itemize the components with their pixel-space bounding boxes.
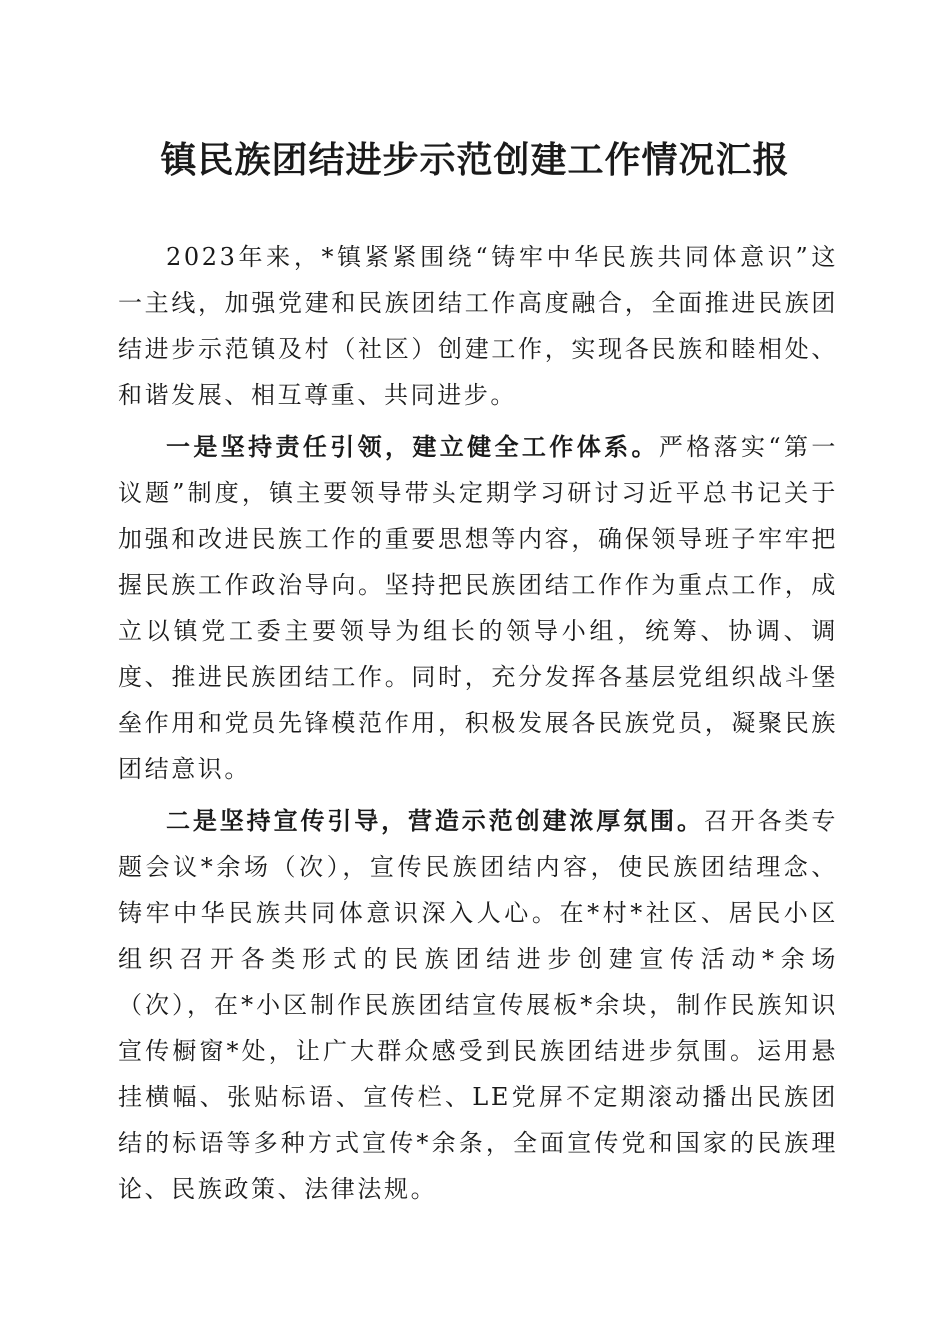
paragraph-heading: 二是坚持宣传引导，营造示范创建浓厚氛围。 [166,806,704,835]
paragraph-intro [118,234,838,418]
paragraph-text: 2023年来，*镇紧紧围绕“铸牢中华民族共同体意识”这一主线，加强党建和民族团结工作高度融合，全面推进民族团结进步示范镇及村（社区）创建工作，实现各民族和睦相处、和谐发展、相互尊重、共同进步。 [118,243,838,409]
paragraph-publicity [118,798,838,1212]
document-title: 镇民族团结进步示范创建工作情况汇报 [160,139,790,181]
paragraph-text: 召开各类专题会议*余场（次），宣传民族团结内容，使民族团结理念、铸牢中华民族共同体意识深入人心。在*村*社区、居民小区组织召开各类形式的民族团结进步创建宣传活动*余场（次），在*小区制作民族团结宣传展板*余块，制作民族知识宣传橱窗*处，让广大群众感受到民族团结进步氛围。运用悬挂横幅、张贴标语、宣传栏、LE党屏不定期滚动播出民族团结的标语等多种方式宣传*余条，全面宣传党和国家的民族理论、民族政策、法律法规。 [118,807,839,1203]
document-body [118,234,838,1212]
paragraph-responsibility [118,424,838,792]
paragraph-heading: 一是坚持责任引领，建立健全工作体系。 [166,432,659,461]
paragraph-text: 严格落实“第一议题”制度，镇主要领导带头定期学习研讨习近平总书记关于加强和改进民族工作的重要思想等内容，确保领导班子牢牢把握民族工作政治导向。坚持把民族团结工作作为重点工作，成立以镇党工委主要领导为组长的领导小组，统筹、协调、调度、推进民族团结工作。同时，充分发挥各基层党组织战斗堡垒作用和党员先锋模范作用，积极发展各民族党员，凝聚民族团结意识。 [118,433,838,783]
